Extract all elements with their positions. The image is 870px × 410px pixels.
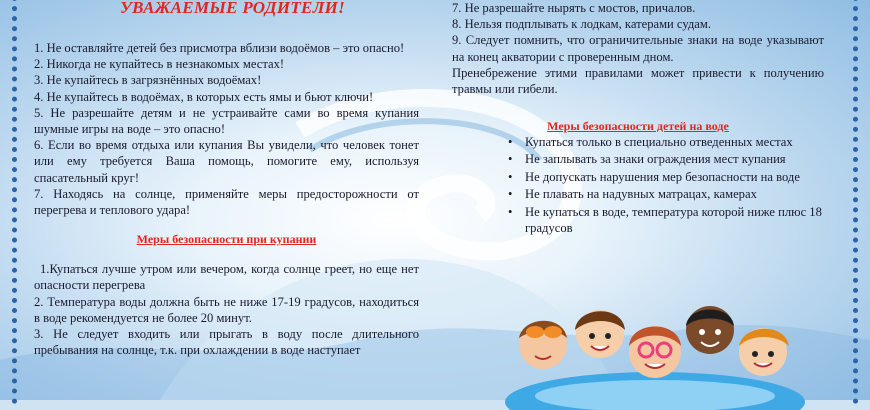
bullet-item: • Не плавать на надувных матрацах, камерах [508, 186, 828, 202]
rule-item: 9. Следует помнить, что ограничительные знаки на воде указывают на конец акватории с проверенным дном. [452, 33, 824, 64]
bullet-item: • Купаться только в специально отведенных местах [508, 134, 828, 150]
rule-item: 7. Не разрешайте нырять с мостов, причалов. [452, 1, 696, 15]
rule-item: 3. Не купайтесь в загрязнённых водоёмах! [34, 73, 262, 88]
left-subheading: Меры безопасности при купании [136, 232, 317, 247]
kid-1 [519, 321, 567, 369]
kid-2 [575, 310, 625, 358]
measure-item: 1.Купаться лучше утром или вечером, когда солнце греет, но еще нет опасности перегрева [34, 262, 419, 293]
bullet-item: • Не допускать нарушения мер безопасности на воде [508, 169, 828, 185]
kid-4 [686, 306, 734, 354]
rule-item: 6. Если во время отдыха или купания Вы увидели, что человек тонет или ему требуется Ваша помощь, помогите ему, используя спасательный круг! [34, 138, 419, 185]
kid-5 [739, 328, 789, 376]
bullet-item: • Не купаться в воде, температура которой ниже плюс 18 градусов [508, 204, 828, 237]
rule-item: 4. Не купайтесь в водоёмах, в которых есть ямы и бьют ключи! [34, 89, 374, 104]
right-subheading: Меры безопасности детей на воде [547, 119, 729, 134]
kids-illustration [505, 290, 805, 410]
rule-item: 7. Находясь на солнце, применяйте меры предосторожности от перегрева и теплового удара! [34, 186, 419, 218]
right-bullet-list [508, 134, 828, 237]
measure-item: 2. Температура воды должна быть не ниже 17-19 градусов, находиться в воде рекомендуется не более 20 минут. [34, 294, 419, 325]
rule-item: 8. Нельзя подплывать к лодкам, катерами судам. [452, 17, 711, 32]
right-column [452, 0, 824, 134]
page-title: УВАЖАЕМЫЕ РОДИТЕЛИ! [120, 0, 346, 17]
rule-item: 2. Никогда не купайтесь в незнакомых местах! [34, 57, 285, 72]
kid-3 [629, 326, 681, 378]
rule-item: Пренебрежение этими правилами может привести к получению травмы или гибели. [452, 65, 824, 97]
rule-item: 5. Не разрешайте детям и не устраивайте сами во время купания шумные игры на воде – это опасно! [34, 105, 419, 137]
left-column [34, 40, 419, 358]
measure-item: 3. Не следует входить или прыгать в воду после длительного пребывания на солнце, т.к. при охлаждении в воде наступает [34, 327, 419, 358]
rule-item: 1. Не оставляйте детей без присмотра вблизи водоёмов – это опасно! [34, 41, 405, 55]
bullet-item: • Не заплывать за знаки ограждения мест купания [508, 151, 828, 167]
